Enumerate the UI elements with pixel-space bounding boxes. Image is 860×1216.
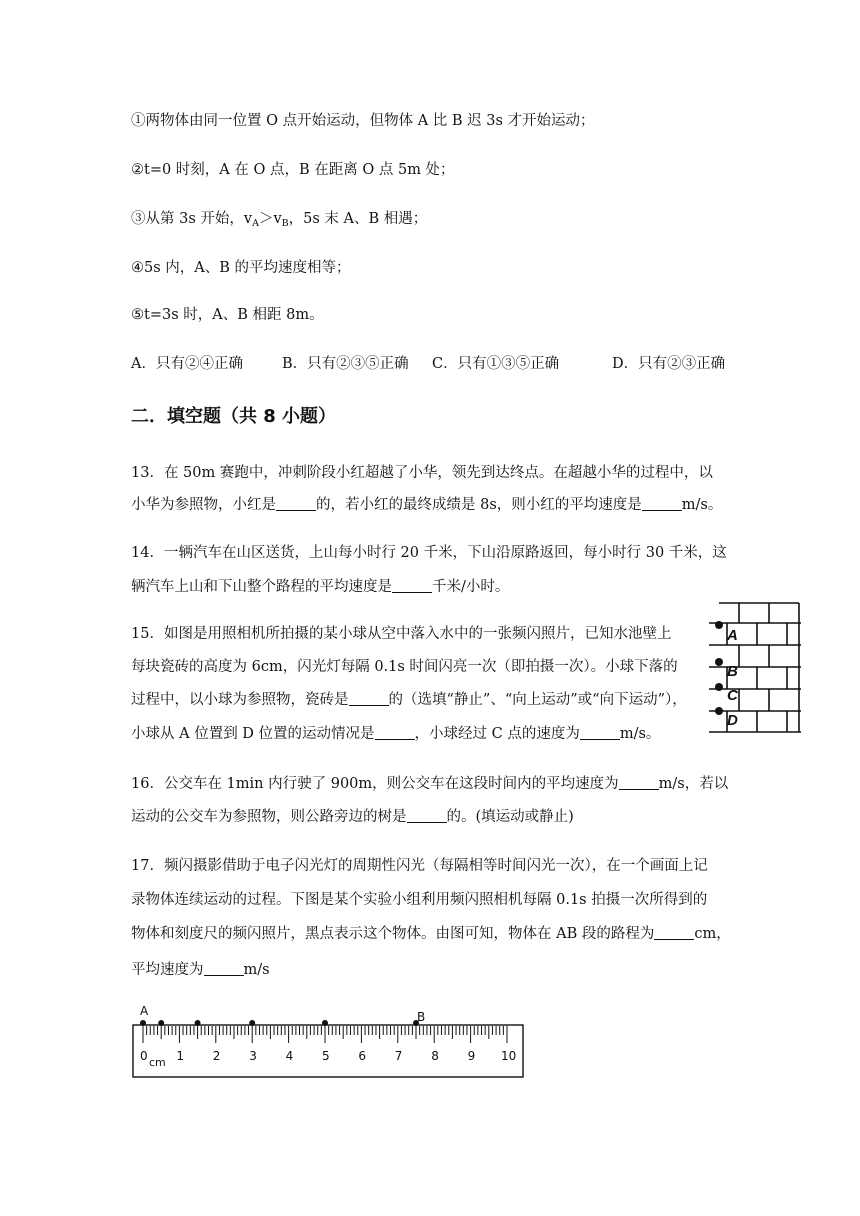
- q13-blank-1[interactable]: [276, 496, 316, 511]
- q17-text-c: 平均速度为: [131, 962, 204, 978]
- q15-blank-1[interactable]: [349, 691, 389, 706]
- ruler-tick-label: 3: [249, 1049, 257, 1063]
- object-dot: [249, 1020, 255, 1026]
- q13-blank-2[interactable]: [642, 496, 682, 511]
- object-dot: [140, 1020, 146, 1026]
- ruler-tick-label: 4: [285, 1049, 294, 1063]
- wall-label-d: D: [727, 712, 738, 729]
- statement-3-text-c: ，5s 末 A、B 相遇；: [288, 211, 428, 227]
- wall-label-c: C: [727, 687, 738, 704]
- statement-2-text: ②t=0 时刻，A 在 O 点，B 在距离 O 点 5m 处；: [131, 162, 455, 178]
- q16-text-c: 运动的公交车为参照物，则公路旁边的树是: [131, 809, 407, 825]
- ruler-tick-label: 9: [467, 1049, 476, 1063]
- subscript-a: A: [252, 218, 259, 229]
- statement-3: [131, 209, 427, 234]
- q17-line-2: 录物体连续运动的过程。下图是某个实验小组利用频闪照相机每隔 0.1s 拍摄一次所得到的: [131, 892, 708, 908]
- q16-text-a: 16．公交车在 1min 内行驶了 900m，则公交车在这段时间内的平均速度为: [131, 776, 619, 792]
- q15-text-d: ，小球经过 C 点的速度为: [414, 726, 580, 742]
- q15-line-1: 15．如图是用照相机所拍摄的某小球从空中落入水中的一张频闪照片，已知水池壁上: [131, 626, 672, 642]
- option-c: C．只有①③⑤正确: [432, 356, 560, 372]
- q16-line-2: [131, 807, 574, 827]
- subscript-b: B: [281, 218, 289, 229]
- ball-position-c: [715, 683, 723, 691]
- q15-blank-3[interactable]: [580, 725, 620, 740]
- q13-text-a: 小华为参照物，小红是: [131, 497, 276, 513]
- q13-text-c: m/s。: [681, 497, 723, 513]
- q13-line-2: [131, 495, 722, 515]
- q14-text-b: 千米/小时。: [432, 579, 510, 595]
- statement-1: [131, 111, 595, 131]
- statement-5-text: ⑤t=3s 时，A、B 相距 8m。: [131, 307, 324, 323]
- q14-line-1: 14．一辆汽车在山区送货，上山每小时行 20 千米，下山沿原路返回，每小时行 30 千米，这: [131, 545, 727, 561]
- statement-1-text: ①两物体由同一位置 O 点开始运动，但物体 A 比 B 迟 3s 才开始运动；: [131, 113, 595, 129]
- statement-3-text-a: ③从第 3s 开始，v: [131, 211, 253, 227]
- ball-position-a: [715, 621, 723, 629]
- object-dot: [322, 1020, 328, 1026]
- ball-position-b: [715, 658, 723, 666]
- q15-line-2: 每块瓷砖的高度为 6cm，闪光灯每隔 0.1s 时间闪亮一次（即拍摄一次）。小球下落的: [131, 659, 678, 675]
- q17-line-3: [131, 924, 731, 944]
- ruler-tick-label: 5: [322, 1049, 330, 1063]
- brick-wall-figure: [707, 602, 803, 734]
- object-dot: [158, 1020, 164, 1026]
- q16-text-d: 的。(填运动或静止): [446, 809, 574, 825]
- ruler-unit: cm: [149, 1056, 166, 1069]
- q15-blank-2[interactable]: [375, 725, 415, 740]
- q14-line-2: [131, 577, 509, 597]
- q16-blank-2[interactable]: [407, 808, 447, 823]
- wall-label-b: B: [727, 663, 738, 680]
- q15-text-e: m/s。: [619, 726, 661, 742]
- q17-text-b: cm，: [694, 926, 731, 942]
- q15-line-3: [131, 690, 687, 710]
- object-dot: [195, 1020, 201, 1026]
- ruler-tick-label: 0: [140, 1049, 148, 1063]
- ruler-figure: [131, 1003, 531, 1079]
- option-b: B．只有②③⑤正确: [282, 356, 409, 372]
- q13-line-1: 13．在 50m 赛跑中，冲刺阶段小红超越了小华，领先到达终点。在超越小华的过程中，以: [131, 465, 713, 481]
- q17-line-4: [131, 960, 270, 980]
- section-heading: 二．填空题（共 8 小题）: [131, 406, 337, 427]
- q16-blank-1[interactable]: [619, 775, 659, 790]
- q16-text-b: m/s，若以: [658, 776, 729, 792]
- q15-text-b: 的（选填“静止”、“向上运动”或“向下运动”），: [388, 692, 687, 708]
- ball-position-d: [715, 707, 723, 715]
- point-label-b: B: [417, 1010, 426, 1024]
- wall-label-a: A: [727, 627, 738, 644]
- q14-text-a: 辆汽车上山和下山整个路程的平均速度是: [131, 579, 392, 595]
- ruler-tick-label: 2: [212, 1049, 221, 1063]
- q15-line-4: [131, 724, 660, 744]
- option-d: D．只有②③正确: [612, 356, 726, 372]
- ruler-tick-label: 6: [358, 1049, 367, 1063]
- statement-3-text-b: ＞v: [258, 211, 282, 227]
- ruler-tick-label: 1: [176, 1049, 185, 1063]
- q15-text-c: 小球从 A 位置到 D 位置的运动情况是: [131, 726, 375, 742]
- q17-line-1: 17．频闪摄影借助于电子闪光灯的周期性闪光（每隔相等时间闪光一次），在一个画面上记: [131, 858, 708, 874]
- point-label-a: A: [140, 1004, 149, 1018]
- ruler-tick-label: 8: [431, 1049, 439, 1063]
- statement-2: [131, 160, 455, 180]
- ruler-tick-label: 7: [394, 1049, 403, 1063]
- ruler-tick-label: 10: [501, 1049, 517, 1063]
- statement-4-text: ④5s 内，A、B 的平均速度相等；: [131, 260, 351, 276]
- statement-4: [131, 258, 351, 278]
- q17-text-a: 物体和刻度尺的频闪照片，黑点表示这个物体。由图可知，物体在 AB 段的路程为: [131, 926, 655, 942]
- statement-5: [131, 305, 324, 325]
- q15-text-a: 过程中，以小球为参照物，瓷砖是: [131, 692, 349, 708]
- q17-blank-1[interactable]: [654, 925, 694, 940]
- q16-line-1: [131, 774, 728, 794]
- q14-blank-1[interactable]: [392, 578, 432, 593]
- q17-text-d: m/s: [243, 962, 270, 978]
- q17-blank-2[interactable]: [204, 961, 244, 976]
- option-a: A．只有②④正确: [131, 356, 243, 372]
- q13-text-b: 的，若小红的最终成绩是 8s，则小红的平均速度是: [316, 497, 642, 513]
